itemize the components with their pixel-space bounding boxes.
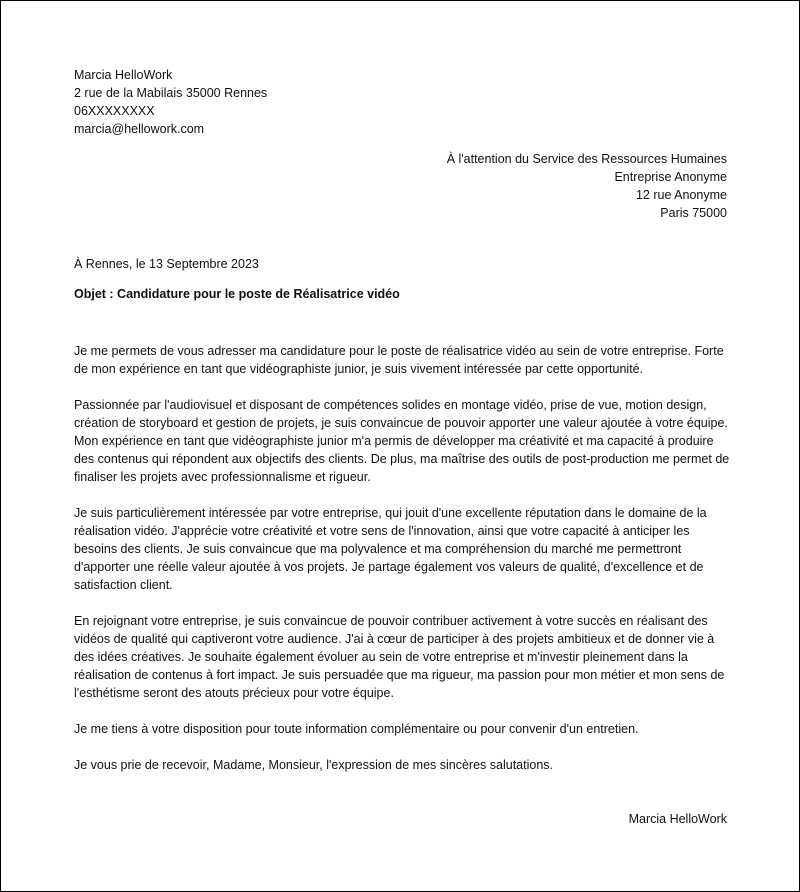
- recipient-street: 12 rue Anonyme: [635, 188, 727, 202]
- recipient-attention: À l'attention du Service des Ressources Humaines: [446, 152, 727, 166]
- recipient-company: Entreprise Anonyme: [614, 170, 727, 184]
- date-line: À Rennes, le 13 Septembre 2023: [74, 257, 259, 271]
- body-paragraph-3: Je suis particulièrement intéressée par votre entreprise, qui jouit d'une excellente réputation dans le domaine de la réalisation vidéo. J'apprécie votre créativité et votre sens de l'innovation, ainsi que votre capacité à anticiper les besoins des clients. Je suis convaincue que ma polyvalence et ma compréhension du marché me permettront d'apporter une réelle valeur ajoutée à vos projets. Je partage également vos valeurs de qualité, d'excellence et de satisfaction client.: [74, 506, 707, 592]
- body-paragraph-6: Je vous prie de recevoir, Madame, Monsieur, l'expression de mes sincères salutations.: [74, 758, 554, 772]
- letter-body: [74, 342, 730, 792]
- body-paragraph-2: Passionnée par l'audiovisuel et disposant de compétences solides en montage vidéo, prise de vue, motion design, création de storyboard et gestion de projets, je suis convaincue de pouvoir apporter une valeur ajoutée à votre équipe. Mon expérience en tant que vidéographiste junior m'a permis de développer ma créativité et ma capacité à produire des contenus qui répondent aux objectifs des clients. De plus, ma maîtrise des outils de post-production me permet de finaliser les projets avec professionnalisme et rigueur.: [74, 398, 730, 484]
- sender-email: marcia@hellowork.com: [74, 122, 205, 136]
- sender-block: [74, 66, 267, 138]
- sender-address: 2 rue de la Mabilais 35000 Rennes: [74, 86, 268, 100]
- recipient-city: Paris 75000: [660, 206, 727, 220]
- body-paragraph-5: Je me tiens à votre disposition pour toute information complémentaire ou pour convenir d'un entretien.: [74, 722, 639, 736]
- body-paragraph-4: En rejoignant votre entreprise, je suis convaincue de pouvoir contribuer activement à votre succès en réalisant des vidéos de qualité qui captiveront votre audience. J'ai à cœur de participer à des projets ambitieux et de donner vie à des idées créatives. Je souhaite également évoluer au sein de votre entreprise et m'investir pleinement dans la réalisation de contenus à fort impact. Je suis persuadée que ma rigueur, ma passion pour mon métier et mon sens de l'esthétisme seront des atouts précieux pour votre équipe.: [74, 614, 725, 700]
- body-paragraph-1: Je me permets de vous adresser ma candidature pour le poste de réalisatrice vidéo au sein de votre entreprise. Forte de mon expérience en tant que vidéographiste junior, je suis vivement intéressée par cette opportunité.: [74, 344, 724, 376]
- sender-phone: 06XXXXXXXX: [74, 104, 155, 118]
- subject-line: Objet : Candidature pour le poste de Réalisatrice vidéo: [74, 287, 400, 301]
- signature: Marcia HelloWork: [628, 812, 727, 826]
- sender-name: Marcia HelloWork: [74, 68, 173, 82]
- recipient-block: [447, 150, 727, 222]
